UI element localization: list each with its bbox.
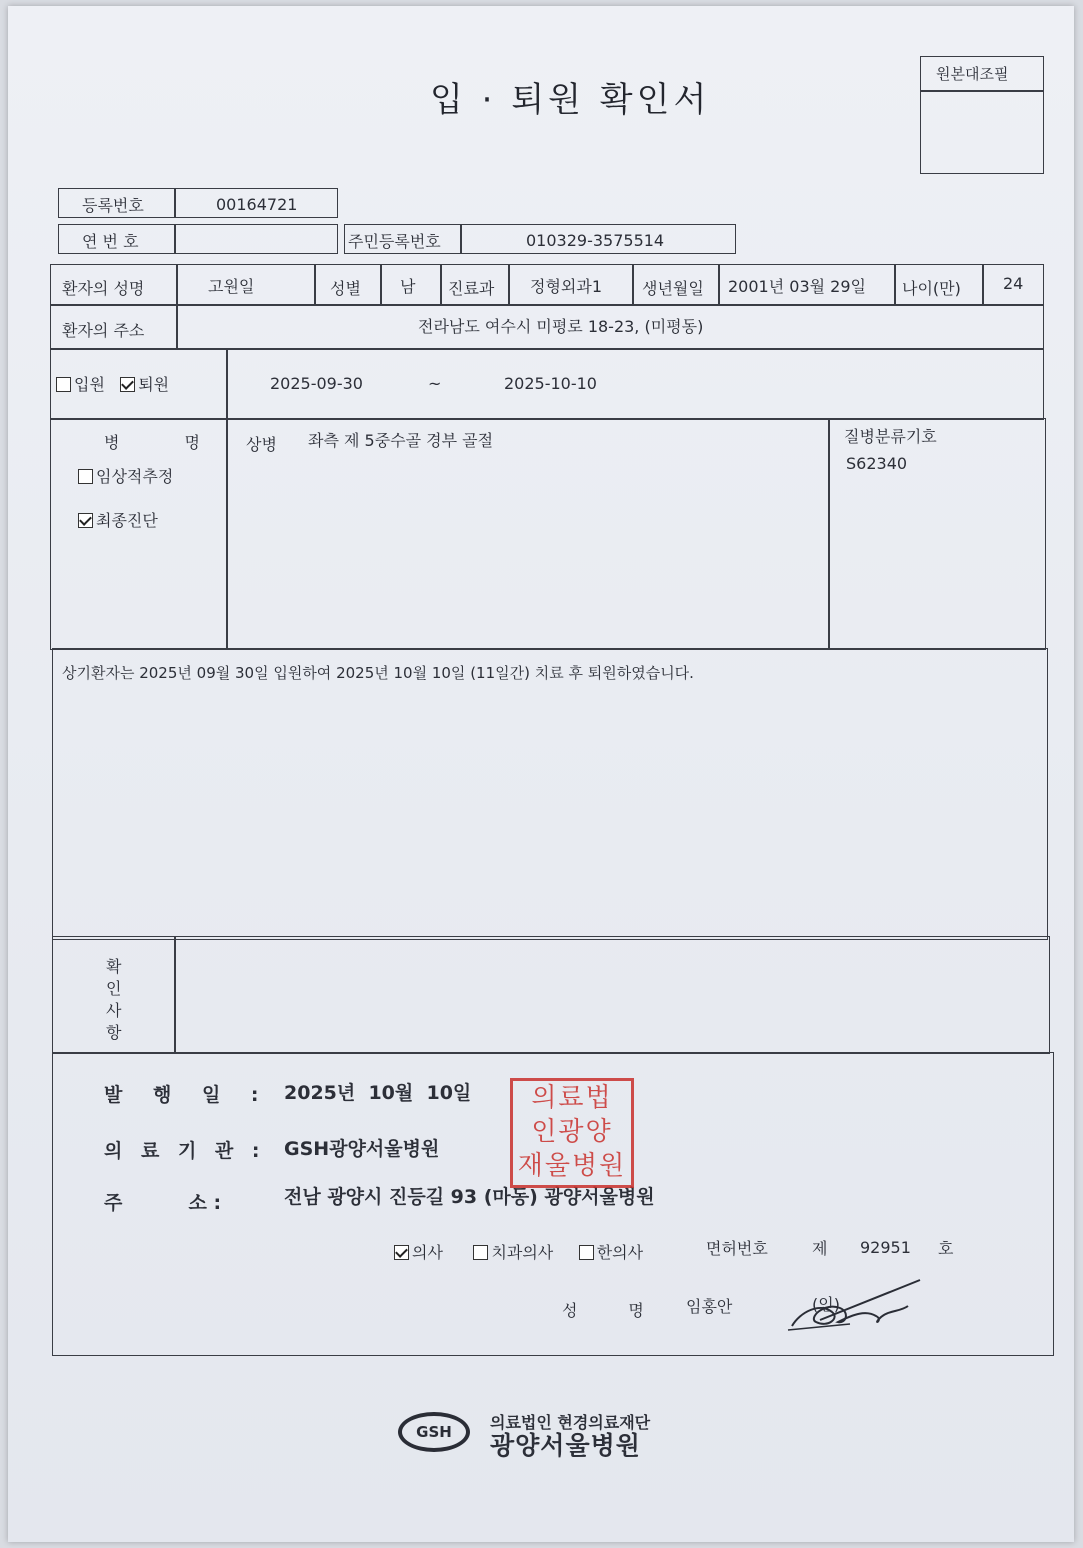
signer-label: 성 명 — [562, 1301, 644, 1320]
dept-label: 진료과 — [448, 279, 495, 298]
confirm-label: 확 인 사 항 — [106, 957, 122, 1042]
document-title: 입 · 퇴원 확인서 — [430, 80, 711, 120]
clinical-option: 임상적추정 — [78, 464, 173, 487]
issue-address: 전남 광양시 진등길 93 (마동) 광양서울병원 — [284, 1186, 655, 1208]
issue-date-label: 발 행 일 : — [104, 1084, 271, 1106]
admit-option: 입원 퇴원 — [56, 372, 169, 395]
signature — [780, 1272, 930, 1338]
dentist-checkbox[interactable] — [473, 1245, 488, 1260]
resident-no-label: 주민등록번호 — [348, 232, 441, 251]
icd-code: S62340 — [846, 454, 908, 473]
remarks-box — [52, 648, 1048, 940]
remarks-text: 상기환자는 2025년 09월 30일 입원하여 2025년 10월 10일 (11일간) 치료 후 퇴원하였습니다. — [62, 664, 694, 682]
institution-label: 의 료 기 관 : — [104, 1140, 266, 1162]
sex-value: 남 — [400, 277, 416, 296]
issue-date: 2025년 10월 10일 — [284, 1082, 472, 1104]
stay-to: 2025-10-10 — [504, 374, 597, 393]
birth-value: 2001년 03월 29일 — [728, 277, 866, 296]
discharge-checkbox[interactable] — [120, 377, 135, 392]
confirm-box — [52, 936, 1050, 1054]
reg-no-value: 00164721 — [216, 195, 298, 214]
stay-from: 2025-09-30 — [270, 374, 363, 393]
gsh-logo-icon: GSH — [398, 1412, 470, 1452]
name-label: 환자의 성명 — [62, 279, 145, 298]
dept-value: 정형외과1 — [530, 277, 603, 296]
signer-name: 임홍안 — [686, 1297, 733, 1316]
age-label: 나이(만) — [902, 279, 961, 298]
oriental-doctor-checkbox[interactable] — [579, 1245, 594, 1260]
seal-mark: (인) — [812, 1295, 840, 1314]
license-type-row: 의사 치과의사 한의사 — [394, 1240, 643, 1263]
diagnosis-name: 좌측 제 5중수골 경부 골절 — [308, 431, 494, 450]
resident-no-value: 010329-3575514 — [526, 231, 665, 250]
serial-label: 연 번 호 — [82, 232, 139, 251]
issue-address-label: 주 소 : — [104, 1192, 222, 1214]
diagnosis-type-label: 상병 — [246, 435, 277, 454]
sex-label: 성별 — [330, 279, 361, 298]
license-number: 92951 — [860, 1238, 911, 1257]
license-label: 면허번호 — [706, 1239, 768, 1258]
name-value: 고원일 — [208, 277, 255, 296]
doctor-checkbox[interactable] — [394, 1245, 409, 1260]
age-value: 24 — [1003, 274, 1024, 293]
icd-label: 질병분류기호 — [844, 427, 937, 446]
address-label: 환자의 주소 — [62, 321, 145, 340]
stay-sep: ~ — [428, 374, 442, 393]
final-checkbox[interactable] — [78, 513, 93, 528]
birth-label: 생년월일 — [642, 279, 704, 298]
original-check-label: 원본대조필 — [936, 65, 1009, 83]
admit-checkbox[interactable] — [56, 377, 71, 392]
hospital-seal: 의료법 인광양 재울병원 — [510, 1078, 634, 1188]
institution-name: GSH광양서울병원 — [284, 1138, 440, 1160]
diagnosis-label: 병 명 — [104, 433, 230, 452]
clinical-checkbox[interactable] — [78, 469, 93, 484]
final-option: 최종진단 — [78, 508, 158, 531]
foundation-name: 의료법인 현경의료재단 — [490, 1413, 651, 1432]
license-suffix: 호 — [938, 1239, 954, 1258]
hospital-name: 광양서울병원 — [490, 1431, 641, 1460]
license-prefix: 제 — [812, 1239, 828, 1258]
address-value: 전라남도 여수시 미평로 18-23, (미평동) — [418, 317, 704, 336]
reg-no-label: 등록번호 — [82, 196, 144, 215]
